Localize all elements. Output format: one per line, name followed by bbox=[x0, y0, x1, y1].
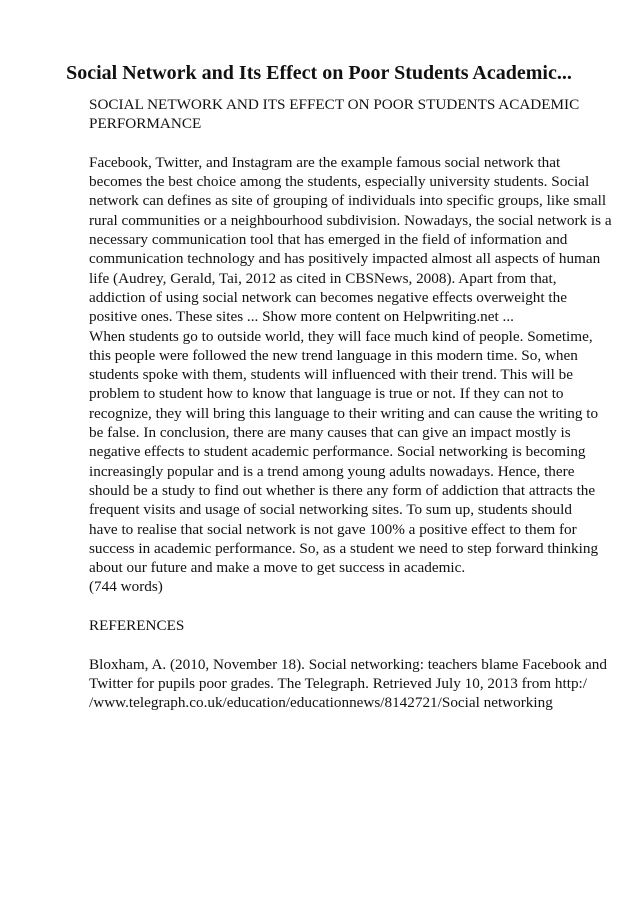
body-line: have to realise that social network is not gave 100% a positive effect to them for bbox=[89, 520, 577, 538]
body-line: communication technology and has positively impacted almost all aspects of human bbox=[89, 250, 601, 268]
body-line: necessary communication tool that has emerged in the field of information and bbox=[89, 231, 568, 249]
body-line: life (Audrey, Gerald, Tai, 2012 as cited in CBSNews, 2008). Apart from that, bbox=[89, 269, 557, 287]
body-text bbox=[89, 153, 612, 597]
body-line: rural communities or a neighbourhood subdivision. Nowadays, the social network is a bbox=[89, 211, 612, 229]
reference-entry bbox=[89, 655, 607, 713]
document-content bbox=[89, 95, 612, 713]
document-title: Social Network and Its Effect on Poor Students Academic... bbox=[66, 62, 572, 84]
body-line: success in academic performance. So, as a student we need to step forward thinking bbox=[89, 539, 599, 557]
body-line: be false. In conclusion, there are many causes that can give an impact mostly is bbox=[89, 424, 571, 442]
body-line: increasingly popular and is a trend among young adults nowadays. Hence, there bbox=[89, 462, 575, 480]
body-line: addiction of using social network can becomes negative effects overweight the bbox=[89, 288, 567, 306]
body-line: becomes the best choice among the students, especially university students. Social bbox=[89, 173, 590, 191]
word-count: (744 words) bbox=[89, 578, 163, 596]
paragraph-gap bbox=[89, 635, 601, 654]
body-line: frequent visits and usage of social networking sites. To sum up, students should bbox=[89, 501, 572, 519]
body-line: When students go to outside world, they will face much kind of people. Sometime, bbox=[89, 327, 593, 345]
subtitle-block bbox=[89, 95, 601, 134]
subtitle-line: SOCIAL NETWORK AND ITS EFFECT ON POOR STUDENTS ACADEMIC bbox=[89, 96, 580, 113]
body-line: recognize, they will bring this language to their writing and can cause the writing to bbox=[89, 404, 599, 422]
body-line: students spoke with them, students will influenced with their trend. This will be bbox=[89, 366, 573, 384]
body-line: Facebook, Twitter, and Instagram are the example famous social network that bbox=[89, 153, 561, 171]
reference-line: Bloxham, A. (2010, November 18). Social networking: teachers blame Facebook and bbox=[89, 655, 607, 673]
subtitle-line: PERFORMANCE bbox=[89, 115, 202, 133]
references-heading: REFERENCES bbox=[89, 617, 185, 635]
body-line: this people were followed the new trend language in this modern time. So, when bbox=[89, 346, 578, 364]
body-line: positive ones. These sites ... Show more content on Helpwriting.net ... bbox=[89, 308, 514, 326]
body-line: negative effects to student academic performance. Social networking is becoming bbox=[89, 443, 586, 461]
reference-line: Twitter for pupils poor grades. The Telegraph. Retrieved July 10, 2013 from http:/ bbox=[89, 674, 587, 692]
paragraph-gap bbox=[89, 134, 601, 153]
body-line: problem to student how to know that language is true or not. If they can not to bbox=[89, 385, 564, 403]
body-line: about our future and make a move to get success in academic. bbox=[89, 559, 466, 577]
reference-line: /www.telegraph.co.uk/education/educationnews/8142721/Social networking bbox=[89, 694, 553, 712]
body-line: should be a study to find out whether is there any form of addiction that attracts the bbox=[89, 481, 596, 499]
paragraph-gap bbox=[89, 597, 601, 616]
body-line: network can defines as site of grouping of individuals into specific groups, like small bbox=[89, 192, 607, 210]
